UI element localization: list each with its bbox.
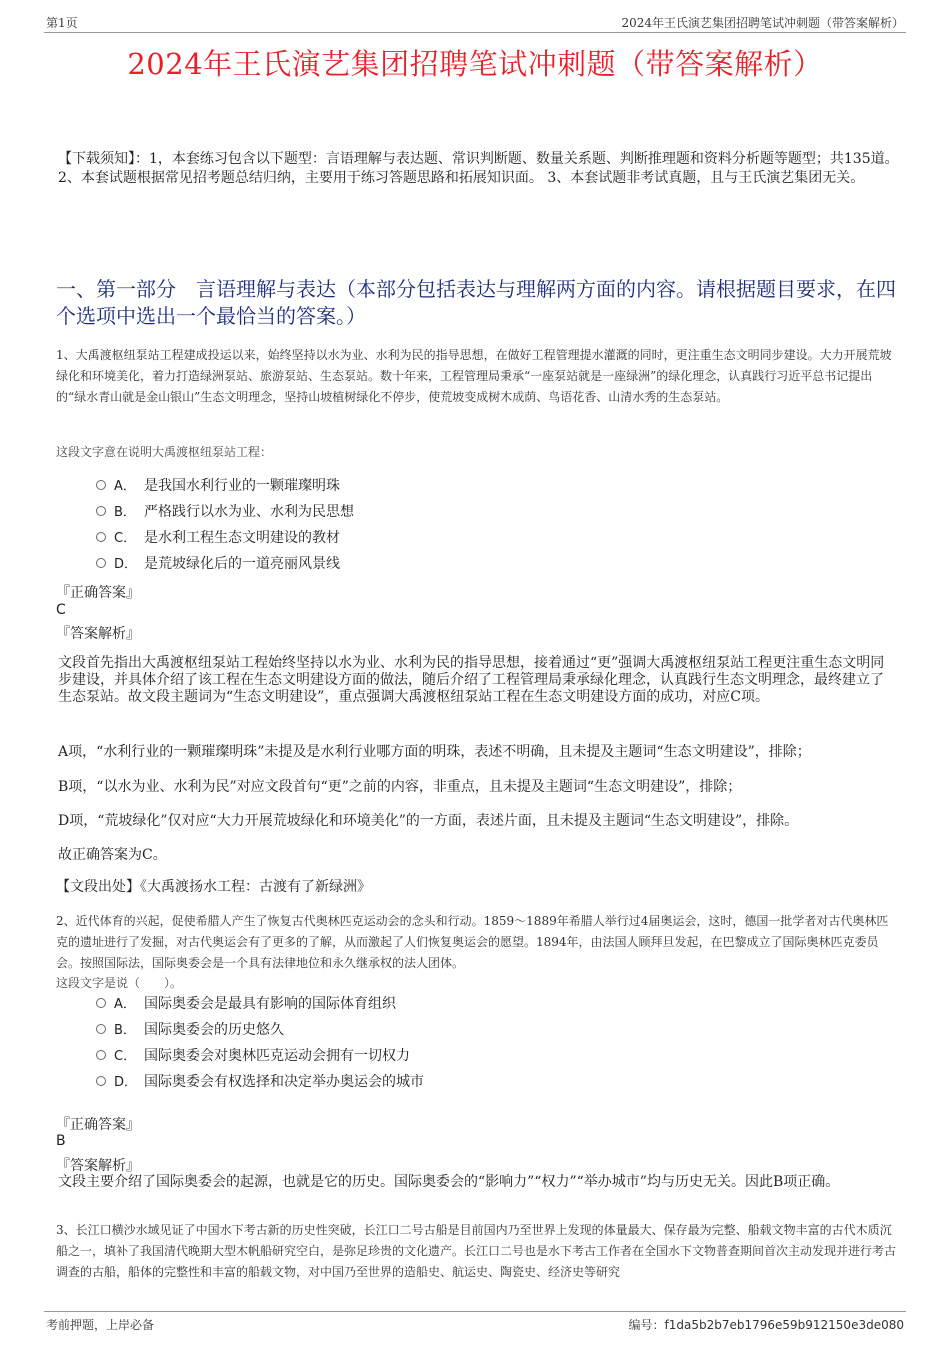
option-text: 国际奥委会有权选择和决定举办奥运会的城市	[144, 1074, 424, 1090]
radio-icon[interactable]	[96, 480, 106, 490]
option-key: D．	[114, 557, 138, 572]
footer-code-value: f1da5b2b7eb1796e59b912150e3de080	[664, 1318, 904, 1332]
q3-stem: 3、长江口横沙水域见证了中国水下考古新的历史性突破，长江口二号古船是目前国内乃至世界上发现的体量最大、保存最为完整、船载文物丰富的古代木质沉船之一，填补了我国清代晚期大型木帆船研究空白，是弥足珍贵的文化遗产。长江口二号也是水下考古工作者在全国水下文物普查期间首次主动发现并进行考古调查的古船，船体的完整性和丰富的船载文物，对中国乃至世界的造船史、航运史、陶瓷史、经济史等研究	[56, 1223, 897, 1279]
footer-code-label: 编号：	[628, 1318, 665, 1332]
option-key: A．	[114, 479, 136, 494]
option-text: 是我国水利行业的一颗璀璨明珠	[144, 478, 340, 494]
download-notice: 【下载须知】：1，本套练习包含以下题型：言语理解与表达题、常识判断题、数量关系题、判断推理题和资料分析题等题型；共135道。 2、本套试题根据常见招考题总结归纳，主要用于练习答题思路和拓展知识面。 3、本套试题非考试真题，且与王氏演艺集团无关。	[58, 151, 899, 186]
option-text: 是荒坡绿化后的一道亮丽风景线	[144, 556, 340, 572]
q1-analysis-a: A项，“水利行业的一颗璀璨明珠”未提及是水利行业哪方面的明珠，表述不明确，且未提及主题词“生态文明建设”，排除；	[58, 744, 811, 760]
option-key: C．	[114, 1049, 137, 1064]
q1-conclusion: 故正确答案为C。	[58, 847, 167, 863]
q1-stem: 1、大禹渡枢纽泵站工程建成投运以来，始终坚持以水为业、水利为民的指导思想，在做好工程管理提水灌溉的同时，更注重生态文明同步建设。大力开展荒坡绿化和环境美化，着力打造绿洲泵站、旅游泵站、生态泵站。数十年来，工程管理局秉承“一座泵站就是一座绿洲”的绿化理念，认真践行习近平总书记提出的“绿水青山就是金山银山”生态文明理念，坚持山坡植树绿化不停步，使荒坡变成树木成荫、鸟语花香、山清水秀的生态泵站。	[56, 348, 892, 404]
option-text: 国际奥委会对奥林匹克运动会拥有一切权力	[144, 1048, 410, 1064]
page-header	[44, 14, 906, 33]
radio-icon[interactable]	[96, 998, 106, 1008]
q2-answer-label: 『正确答案』	[56, 1117, 140, 1133]
radio-icon[interactable]	[96, 1050, 106, 1060]
q1-analysis-label: 『答案解析』	[56, 626, 140, 642]
option-key: A．	[114, 997, 136, 1012]
q2-option-c[interactable]	[96, 1046, 410, 1066]
q1-source: 【文段出处】《大禹渡扬水工程：古渡有了新绿洲》	[56, 879, 371, 895]
page-number: 第1页	[46, 16, 78, 30]
radio-icon[interactable]	[96, 1024, 106, 1034]
q1-option-a[interactable]	[96, 476, 340, 496]
page-footer	[44, 1311, 906, 1334]
radio-icon[interactable]	[96, 558, 106, 568]
q1-analysis-b: B项，“以水为业、水利为民”对应文段首句“更”之前的内容，非重点，且未提及主题词“生态文明建设”，排除；	[58, 779, 742, 795]
page-title: 2024年王氏演艺集团招聘笔试冲刺题（带答案解析）	[127, 47, 823, 81]
q2-analysis: 文段主要介绍了国际奥委会的起源，也就是它的历史。国际奥委会的“影响力”“权力”“举办城市”均与历史无关。因此B项正确。	[58, 1174, 840, 1190]
radio-icon[interactable]	[96, 1076, 106, 1086]
option-text: 严格践行以水为业、水利为民思想	[144, 504, 354, 520]
option-key: B．	[114, 505, 136, 520]
footer-code	[628, 1316, 904, 1333]
q2-stem: 2、近代体育的兴起，促使希腊人产生了恢复古代奥林匹克运动会的念头和行动。1859～1889年希腊人举行过4届奥运会，这时，德国一批学者对古代奥林匹克的遗址进行了发掘，对古代奥运会有了更多的了解，从而激起了人们恢复奥运会的愿望。1894年，由法国人顾拜旦发起，在巴黎成立了国际奥林匹克委员会。按照国际法，国际奥委会是一个具有法律地位和永久继承权的法人团体。	[56, 914, 889, 970]
section-heading: 一、第一部分 言语理解与表达（本部分包括表达与理解两方面的内容。请根据题目要求，在四个选项中选出一个最恰当的答案。）	[56, 277, 896, 328]
q2-answer: B	[56, 1133, 66, 1149]
q1-option-c[interactable]	[96, 528, 340, 548]
q1-question: 这段文字意在说明大禹渡枢纽泵站工程：	[56, 445, 273, 459]
option-text: 国际奥委会是最具有影响的国际体育组织	[144, 996, 396, 1012]
q1-analysis-d: D项，“荒坡绿化”仅对应“大力开展荒坡绿化和环境美化”的一方面，表述片面，且未提及主题词“生态文明建设”，排除。	[58, 813, 799, 829]
option-text: 是水利工程生态文明建设的教材	[144, 530, 340, 546]
q2-option-d[interactable]	[96, 1072, 424, 1092]
radio-icon[interactable]	[96, 506, 106, 516]
option-key: D．	[114, 1075, 138, 1090]
header-doc-title: 2024年王氏演艺集团招聘笔试冲刺题（带答案解析）	[621, 16, 904, 30]
radio-icon[interactable]	[96, 532, 106, 542]
footer-slogan: 考前押题，上岸必备	[46, 1318, 155, 1332]
option-text: 国际奥委会的历史悠久	[144, 1022, 284, 1038]
q2-analysis-label: 『答案解析』	[56, 1158, 140, 1174]
q1-option-d[interactable]	[96, 554, 340, 574]
q1-answer: C	[56, 602, 66, 618]
option-key: B．	[114, 1023, 136, 1038]
q2-option-a[interactable]	[96, 994, 396, 1014]
q2-option-b[interactable]	[96, 1020, 284, 1040]
option-key: C．	[114, 531, 137, 546]
q1-answer-label: 『正确答案』	[56, 585, 140, 601]
q1-analysis-main: 文段首先指出大禹渡枢纽泵站工程始终坚持以水为业、水利为民的指导思想，接着通过“更”强调大禹渡枢纽泵站工程更注重生态文明同步建设，并具体介绍了该工程在生态文明建设方面的做法，随后介绍了工程管理局秉承绿化理念，认真践行生态文明理念，最终建立了生态泵站。故文段主题词为“生态文明建设”，重点强调大禹渡枢纽泵站工程在生态文明建设方面的成功，对应C项。	[58, 655, 885, 705]
q2-question: 这段文字是说（ ）。	[56, 976, 183, 990]
q1-option-b[interactable]	[96, 502, 354, 522]
